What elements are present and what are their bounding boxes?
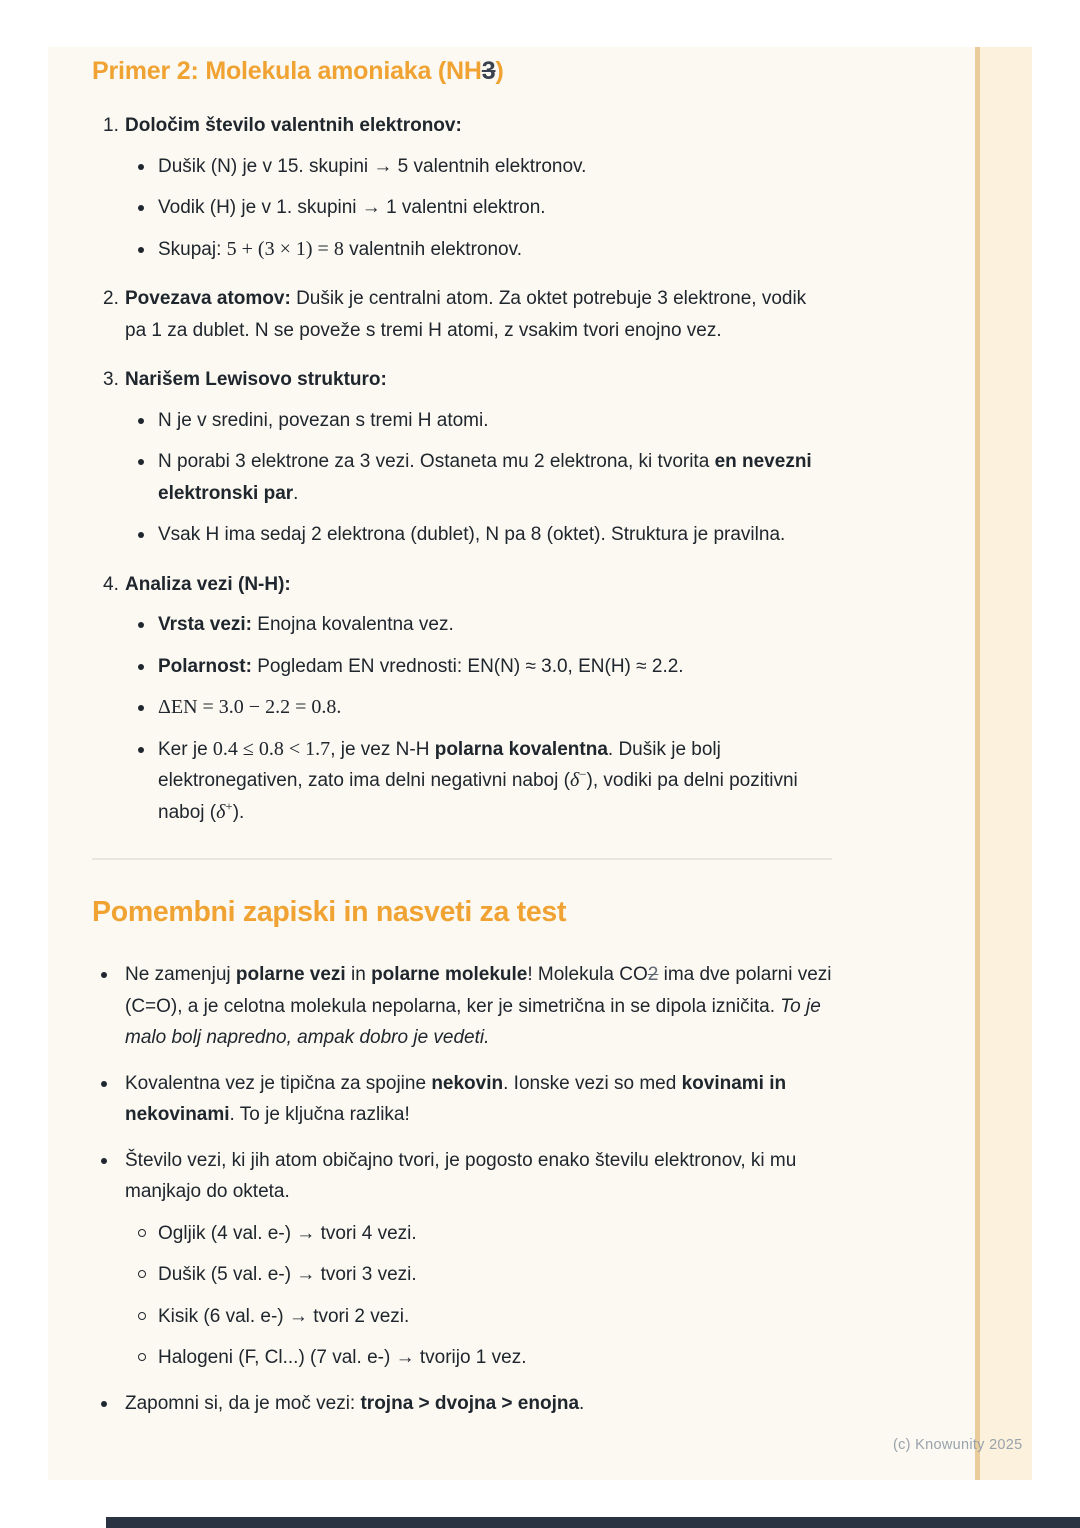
- text-run: ! Molekula CO: [527, 964, 648, 985]
- step-title: [125, 369, 387, 390]
- text-run: in: [345, 964, 372, 985]
- text-run: ), vodiki pa delni pozitivni naboj (: [158, 770, 798, 823]
- step-item: [92, 569, 832, 829]
- text-run: . Ionske vezi so med: [503, 1072, 682, 1094]
- bullet-item: [125, 192, 832, 224]
- steps-list: [92, 110, 832, 828]
- note-text: [125, 1073, 786, 1126]
- text-run: Primer 2: Molekula amoniaka (NH: [92, 57, 482, 85]
- text-run: Vsak H ima sedaj 2 elektrona (dublet), N pa 8 (oktet). Struktura je pravilna.: [158, 524, 786, 545]
- text-run: ): [495, 57, 504, 85]
- text-run: Polarnost:: [158, 655, 252, 677]
- text-run: .: [579, 1392, 585, 1414]
- text-run: Dušik je centralni atom. Za oktet potrebuje 3 elektrone, vodik pa 1 za dublet. N se poveže s tremi H atomi, z vsakim tvori enojno vez.: [125, 288, 807, 341]
- document-page: [48, 47, 975, 1480]
- text-run: 2: [647, 964, 659, 985]
- step-title: [125, 288, 806, 341]
- text-run: Ne zamenjuj: [125, 964, 236, 985]
- bullet-item: [125, 734, 832, 829]
- text-run: ΔEN = 3.0 − 2.2 = 0.8.: [158, 696, 342, 718]
- text-run: polarna kovalentna: [434, 738, 608, 760]
- step-bullets: [125, 609, 832, 828]
- text-run: Določim število valentnih elektronov:: [125, 115, 462, 136]
- text-run: polarne molekule: [371, 964, 528, 985]
- step-item: [92, 110, 832, 265]
- text-run: N porabi 3 elektrone za 3 vezi. Ostaneta mu 2 elektrona, ki tvorita: [158, 451, 715, 472]
- text-run: +: [225, 798, 233, 814]
- section-heading-primer2: [92, 55, 832, 88]
- note-item: [92, 1068, 832, 1131]
- note-text: [125, 964, 832, 1048]
- document-sheet: [48, 47, 1032, 1480]
- text-run: polarne vezi: [235, 964, 346, 985]
- step-number: 4.: [103, 573, 119, 595]
- text-run: Enojna kovalentna vez.: [252, 614, 454, 635]
- right-margin-strip: [975, 47, 1032, 1480]
- text-run: Vodik (H) je v 1. skupini → 1 valentni elektron.: [158, 197, 546, 218]
- text-run: δ: [569, 769, 580, 791]
- bullet-item: [125, 446, 832, 509]
- text-run: valentnih elektronov.: [343, 238, 522, 260]
- step-title: [125, 574, 291, 595]
- note-sub-bullets: [125, 1218, 832, 1374]
- text-run: Povezava atomov:: [125, 288, 291, 309]
- bullet-item: [125, 519, 832, 551]
- bullet-item: [125, 609, 832, 641]
- text-run: Ogljik (4 val. e-) → tvori 4 vezi.: [158, 1222, 417, 1244]
- text-run: 3: [481, 57, 496, 85]
- text-run: Zapomni si, da je moč vezi:: [125, 1392, 361, 1414]
- sub-bullet-item: [125, 1342, 832, 1374]
- bullet-item: [125, 234, 832, 266]
- note-text: [125, 1150, 796, 1203]
- text-run: kovinami in nekovinami: [125, 1072, 787, 1125]
- text-run: Vrsta vezi:: [158, 614, 252, 635]
- text-run: 0.4 ≤ 0.8 < 1.7: [212, 737, 331, 760]
- bullet-item: [125, 692, 832, 724]
- text-run: Kovalentna vez je tipična za spojine: [125, 1072, 432, 1094]
- text-run: Število vezi, ki jih atom običajno tvori, je pogosto enako številu elektronov, ki mu manjkajo do okteta.: [125, 1149, 797, 1202]
- text-run: Pogledam EN vrednosti: EN(N) ≈ 3.0, EN(H) ≈ 2.2.: [251, 655, 684, 677]
- step-bullets: [125, 151, 832, 266]
- bottom-bar: [106, 1517, 1080, 1528]
- step-title: [125, 115, 462, 136]
- text-run: Narišem Lewisovo strukturo:: [125, 369, 387, 390]
- step-item: [92, 283, 832, 346]
- text-run: .: [293, 482, 299, 504]
- text-run: To je malo bolj napredno, ampak dobro je vedeti.: [125, 995, 821, 1048]
- sub-bullet-item: [125, 1259, 832, 1291]
- text-run: 5 + (3 × 1) = 8: [226, 237, 344, 260]
- text-run: , je vez N-H: [330, 738, 435, 760]
- section-heading-notes: Pomembni zapiski in nasveti za test: [92, 896, 567, 928]
- sub-bullet-item: [125, 1218, 832, 1250]
- text-run: δ: [216, 800, 226, 823]
- text-run: ima dve polarni vezi (C=O), a je celotna molekula nepolarna, ker je simetrična in se dipola izničita.: [125, 964, 832, 1017]
- text-run: . Dušik je bolj elektronegativen, zato ima delni negativni naboj (: [158, 738, 721, 791]
- text-run: nekovin: [431, 1072, 504, 1094]
- bullet-item: [125, 151, 832, 183]
- step-bullets: [125, 405, 832, 551]
- text-run: Dušik (N) je v 15. skupini → 5 valentnih elektronov.: [158, 155, 587, 177]
- note-item: [92, 1388, 832, 1420]
- sub-bullet-item: [125, 1301, 832, 1333]
- note-item: [92, 959, 832, 1054]
- document-body: [92, 47, 832, 1419]
- text-run: N je v sredini, povezan s tremi H atomi.: [158, 409, 489, 431]
- copyright-watermark: (c) Knowunity 2025: [893, 1437, 1023, 1453]
- step-number: 2.: [103, 288, 119, 309]
- text-run: Skupaj:: [158, 238, 227, 260]
- text-run: ).: [232, 801, 245, 823]
- notes-list: [92, 959, 832, 1419]
- text-run: Ker je: [158, 738, 213, 760]
- text-run: . To je ključna razlika!: [229, 1104, 410, 1125]
- bullet-item: [125, 651, 832, 683]
- text-run: Kisik (6 val. e-) → tvori 2 vezi.: [158, 1305, 410, 1327]
- bullet-item: [125, 405, 832, 437]
- text-run: −: [579, 766, 587, 782]
- step-number: 1.: [103, 115, 119, 136]
- note-text: [125, 1393, 584, 1414]
- text-run: Halogeni (F, Cl...) (7 val. e-) → tvorijo 1 vez.: [158, 1347, 527, 1368]
- step-number: 3.: [103, 369, 119, 390]
- note-item: [92, 1145, 832, 1374]
- text-run: Dušik (5 val. e-) → tvori 3 vezi.: [158, 1264, 417, 1285]
- text-run: Analiza vezi (N-H):: [125, 573, 291, 595]
- text-run: en nevezni elektronski par: [158, 451, 812, 504]
- step-item: [92, 364, 832, 551]
- text-run: trojna > dvojna > enojna: [360, 1392, 580, 1414]
- section-divider: [92, 858, 832, 860]
